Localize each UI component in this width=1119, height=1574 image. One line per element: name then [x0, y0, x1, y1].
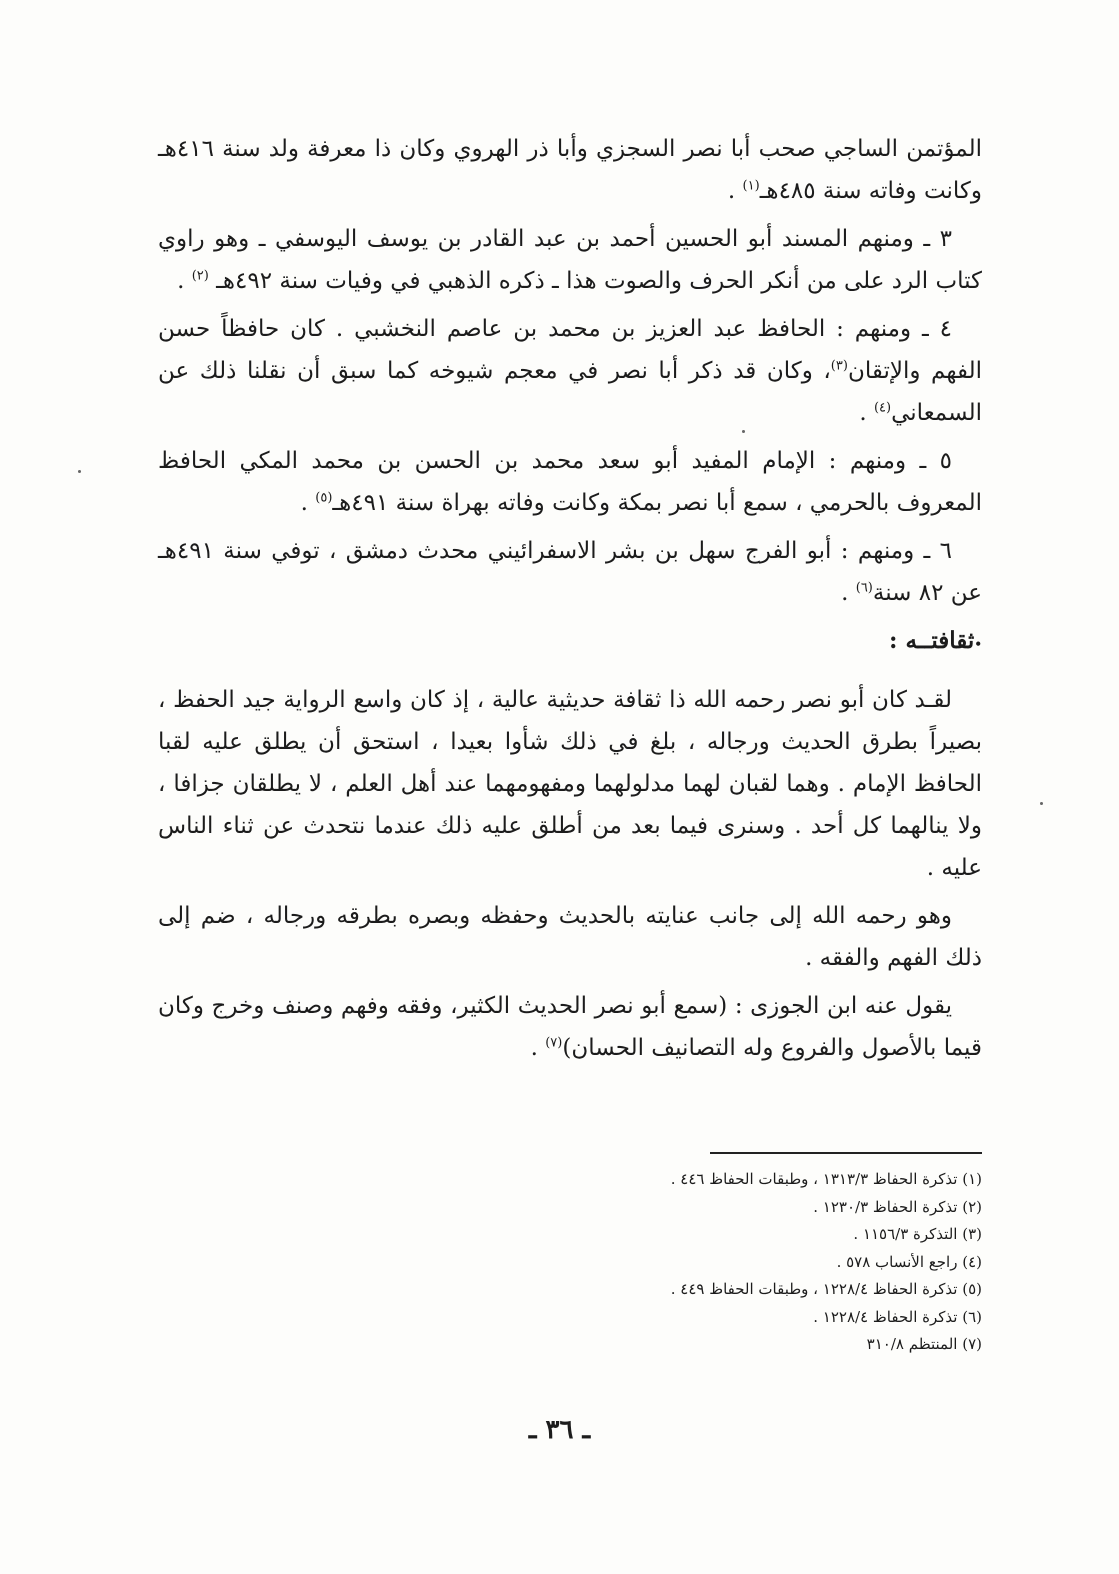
footnote-ref-2[interactable]: (٢) [191, 268, 209, 284]
paragraph-text-continued: ، وكان قد ذكر أبا نصر في معجم شيوخه كما سبق أن نقلنا ذلك عن السمعاني [158, 358, 982, 426]
paragraph-text: لقـد كان أبو نصر رحمه الله ذا ثقافة حديثية عالية ، إذ كان واسع الرواية جيد الحفظ ، بصيراً بطرق الحديث ورجاله ، بلغ في ذلك شأوا بعيدا ، استحق أن يطلق عليه لقبا الحافظ الإمام . وهما لقبان لهما مدلولهما ومفهومهما عند أهل العلم ، لا يطلقان جزافا ، ولا ينالهما كل أحد . وسنرى فيما بعد من أطلق عليه ذلك عندما نتحدث عن ثناء الناس عليه . [158, 687, 982, 881]
body-text [158, 128, 982, 1075]
footnote-ref-5[interactable]: (٥) [315, 490, 333, 506]
footnote-ref-3[interactable]: (٣) [830, 358, 848, 374]
footnote-3: (٣) التذكرة ١١٥٦/٣ . [853, 1225, 982, 1243]
footnote-1: (١) تذكرة الحفاظ ١٣١٣/٣ ، وطبقات الحفاظ ٤٤٦ . [670, 1170, 982, 1188]
footnote-ref-4[interactable]: (٤) [873, 400, 892, 416]
paragraph-text: ٣ ـ ومنهم المسند أبو الحسين أحمد بن عبد القادر بن يوسف اليوسفي ـ وهو راوي كتاب الرد على من أنكر الحرف والصوت هذا ـ ذكره الذهبي في وفيات سنة ٤٩٢هـ [158, 226, 982, 294]
paragraph-tail: . [177, 268, 192, 294]
paragraph-3 [158, 308, 982, 434]
paragraph-tail: . [727, 178, 743, 204]
paragraph-text: وهو رحمه الله إلى جانب عنايته بالحديث وحفظه وبصره بطرقه ورجاله ، ضم إلى ذلك الفهم والفقه . [158, 903, 982, 971]
bullet-icon: • [974, 637, 982, 651]
paragraph-2 [158, 218, 982, 302]
footnote-7: (٧) المنتظم ٣١٠/٨ [866, 1335, 982, 1353]
paragraph-text: ٥ ـ ومنهم : الإمام المفيد أبو سعد محمد بن الحسن بن محمد المكي الحافظ المعروف بالحرمي ، سمع أبا نصر بمكة وكانت وفاته بهراة سنة ٤٩١هـ [158, 448, 982, 516]
speck-mark [1040, 802, 1043, 805]
paragraph-text: المؤتمن الساجي صحب أبا نصر السجزي وأبا ذر الهروي وكان ذا معرفة ولد سنة ٤١٦هـ وكانت وفاته سنة ٤٨٥هـ [158, 136, 982, 204]
paragraph-tail: . [841, 580, 856, 606]
footnote-6: (٦) تذكرة الحفاظ ١٢٢٨/٤ . [813, 1307, 982, 1326]
footnote-5: (٥) تذكرة الحفاظ ١٢٢٨/٤ ، وطبقات الحفاظ ٤٤٩ . [670, 1280, 982, 1298]
footnote-ref-1[interactable]: (١) [742, 178, 760, 194]
footnote-ref-6[interactable]: (٦) [855, 580, 873, 596]
footnotes [500, 1166, 982, 1359]
paragraph-7 [158, 895, 982, 979]
footnote-4: (٤) راجع الأنساب ٥٧٨ . [836, 1252, 982, 1271]
paragraph-tail: . [300, 490, 316, 516]
paragraph-1 [158, 128, 982, 212]
paragraph-tail: . [530, 1035, 546, 1061]
paragraph-4 [158, 440, 982, 524]
footnote-ref-7[interactable]: (٧) [545, 1035, 563, 1051]
paragraph-text: ٦ ـ ومنهم : أبو الفرج سهل بن بشر الاسفرائيني محدث دمشق ، توفي سنة ٤٩١هـ عن ٨٢ سنة [158, 538, 982, 606]
speck-mark [742, 430, 745, 433]
paragraph-tail: . [859, 400, 874, 426]
footnote-divider [710, 1152, 982, 1154]
paragraph-6 [158, 679, 982, 889]
paragraph-8 [158, 985, 982, 1069]
page-number: ـ ٣٦ ـ [528, 1415, 591, 1445]
section-heading [158, 620, 982, 665]
paragraph-text: ٤ ـ ومنهم : الحافظ عبد العزيز بن محمد بن عاصم النخشبي . كان حافظاً حسن الفهم والإتقان [158, 316, 982, 384]
heading-label: ثقافتــه : [889, 627, 975, 654]
paragraph-text: يقول عنه ابن الجوزى : (سمع أبو نصر الحديث الكثير، وفقه وفهم وصنف وخرج وكان قيما بالأصول والفروع وله التصانيف الحسان) [158, 993, 982, 1061]
paragraph-5 [158, 530, 982, 614]
speck-mark [78, 470, 81, 473]
footnote-2: (٢) تذكرة الحفاظ ١٢٣٠/٣ . [813, 1197, 982, 1216]
